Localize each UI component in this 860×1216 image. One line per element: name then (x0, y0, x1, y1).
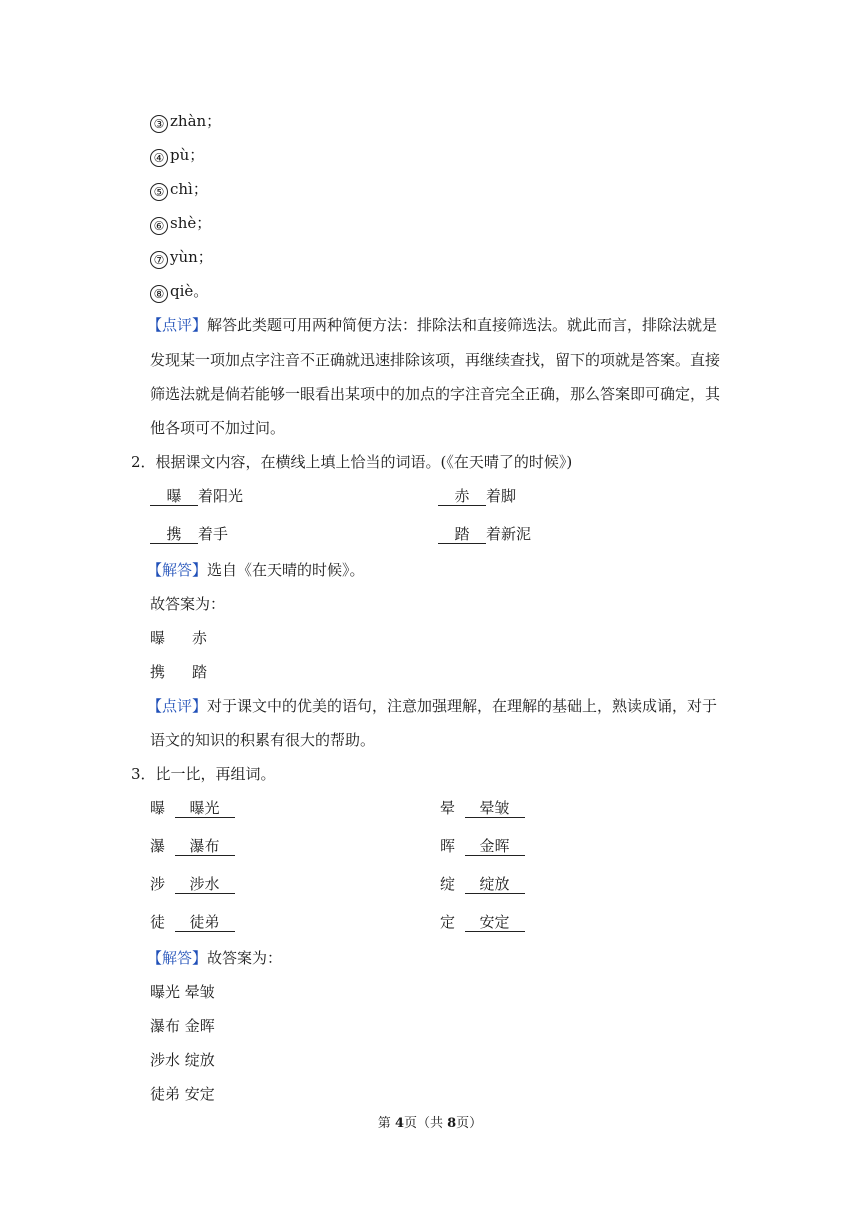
q3-pair-left: 瀑 瀑布 (150, 836, 235, 856)
q3-pair-right: 定 安定 (440, 912, 525, 932)
q2-fill-item: 赤 着脚 (438, 486, 516, 506)
page-footer: 第 4页（共 8页） (377, 1116, 483, 1131)
q1-comment-line: 他各项可不加过问。 (150, 419, 286, 437)
q2-comment-line: 【点评】对于课文中的优美的语句，注意加强理解，在理解的基础上，熟读成诵，对于 (147, 697, 718, 715)
pinyin-answer-4: ④ pù； (150, 145, 204, 167)
answer-blank: 金晖 (465, 837, 525, 856)
pinyin-answer-8: ⑧ qiè。 (150, 281, 208, 303)
solution-tag: 【解答】 (147, 949, 208, 967)
solution-tag: 【解答】 (147, 561, 208, 579)
q3-pair-right: 晖 金晖 (440, 836, 525, 856)
q3-pair-right: 绽 绽放 (440, 874, 525, 894)
q2-prompt: 2．根据课文内容，在横线上填上恰当的词语。(《在天晴了的时候》) (131, 453, 573, 471)
q3-pair-left: 徒 徒弟 (150, 912, 235, 932)
q1-comment-line: 【点评】解答此类题可用两种简便方法：排除法和直接筛选法。就此而言，排除法就是 (147, 316, 718, 334)
answer-blank: 瀑布 (175, 837, 235, 856)
answer-blank: 曝 (150, 487, 198, 506)
total-page-number: 8 (447, 1116, 457, 1131)
answer-blank: 晕皱 (465, 799, 525, 818)
answer-blank: 安定 (465, 913, 525, 932)
q2-solution: 【解答】选自《在天晴的时候》。 (147, 561, 365, 579)
answer-blank: 踏 (438, 525, 486, 544)
comment-tag: 【点评】 (147, 697, 208, 715)
pinyin-answer-6: ⑥ shè； (150, 213, 211, 235)
q2-answer-row: 曝 赤 (150, 629, 208, 647)
q2-answer-intro: 故答案为： (150, 595, 226, 613)
q3-pair-left: 涉 涉水 (150, 874, 235, 894)
q2-fill-item: 曝 着阳光 (150, 486, 243, 506)
q3-pair-right: 晕 晕皱 (440, 798, 525, 818)
current-page-number: 4 (394, 1116, 404, 1131)
q3-answer-line: 徒弟 安定 (150, 1085, 215, 1103)
answer-blank: 绽放 (465, 875, 525, 894)
comment-tag: 【点评】 (147, 316, 208, 334)
q2-fill-item: 踏 着新泥 (438, 524, 531, 544)
pinyin-answer-3: ③ zhàn； (150, 111, 221, 133)
q2-comment-line: 语文的知识的积累有很大的帮助。 (150, 731, 376, 749)
q2-fill-item: 携 着手 (150, 524, 228, 544)
q1-comment-line: 筛选法就是倘若能够一眼看出某项中的加点的字注音完全正确，那么答案即可确定，其 (150, 385, 721, 403)
q3-solution: 【解答】故答案为： (147, 949, 283, 967)
pinyin-answer-5: ⑤ chì； (150, 179, 208, 201)
pinyin-answer-7: ⑦ yùn； (150, 247, 213, 269)
q3-answer-line: 涉水 绽放 (150, 1051, 215, 1069)
answer-blank: 曝光 (175, 799, 235, 818)
q2-answer-row: 携 踏 (150, 663, 208, 681)
answer-blank: 涉水 (175, 875, 235, 894)
q3-pair-left: 曝 曝光 (150, 798, 235, 818)
q3-answer-line: 曝光 晕皱 (150, 983, 215, 1001)
q3-prompt: 3．比一比，再组词。 (131, 765, 276, 783)
answer-blank: 徒弟 (175, 913, 235, 932)
q1-comment-line: 发现某一项加点字注音不正确就迅速排除该项，再继续查找，留下的项就是答案。直接 (150, 351, 721, 369)
answer-blank: 携 (150, 525, 198, 544)
q3-answer-line: 瀑布 金晖 (150, 1017, 215, 1035)
answer-blank: 赤 (438, 487, 486, 506)
